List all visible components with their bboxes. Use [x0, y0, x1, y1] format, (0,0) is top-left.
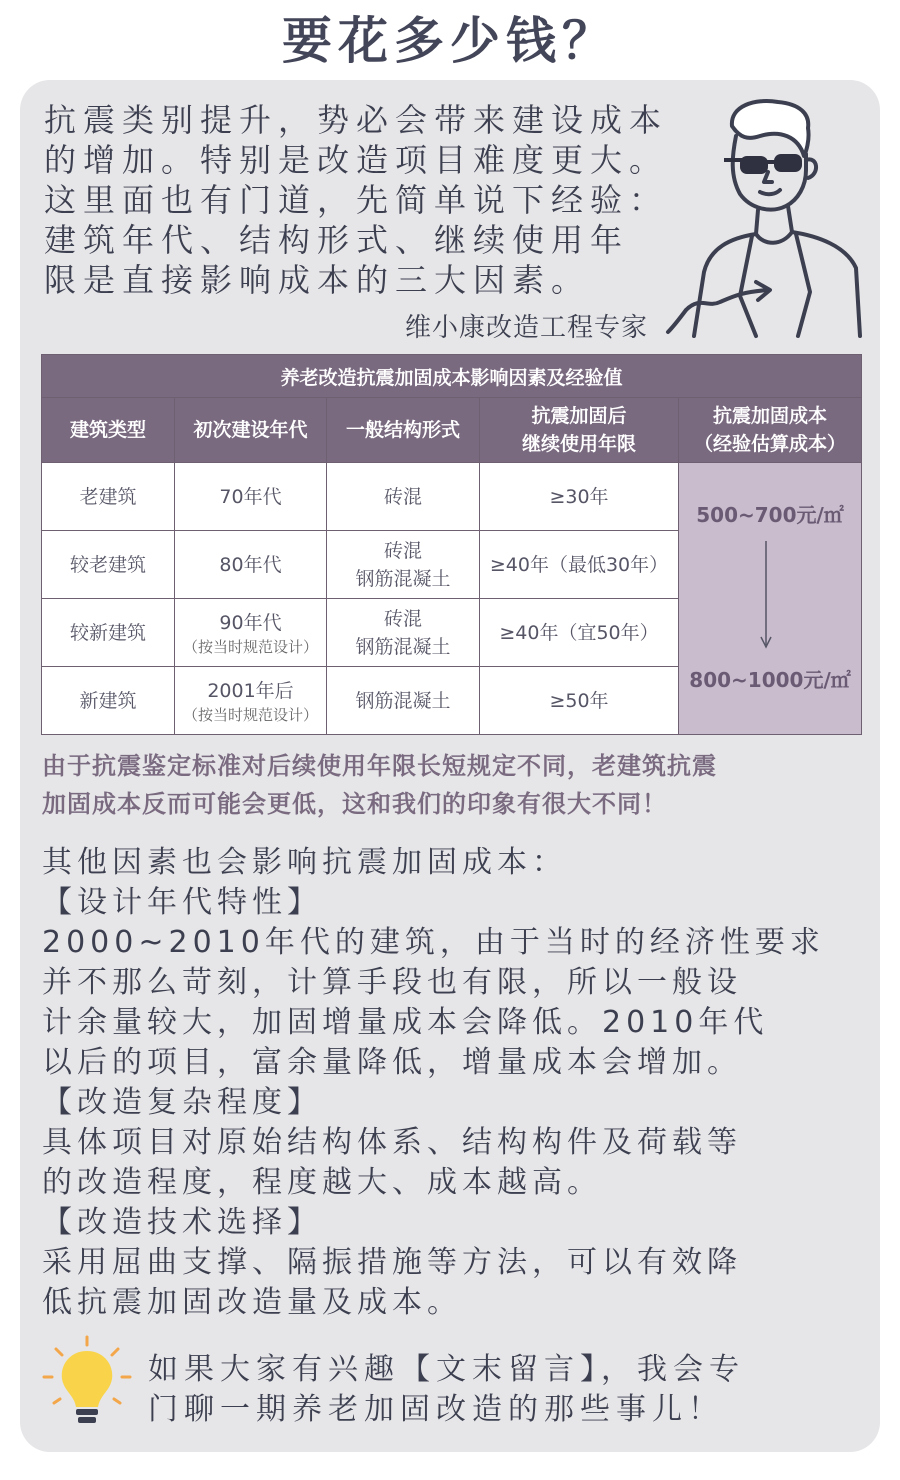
- header-build-year: 初次建设年代: [175, 398, 327, 463]
- page-title: 要花多少钱？: [282, 12, 618, 70]
- cell-year: [175, 531, 327, 599]
- header-building-type: 建筑类型: [42, 398, 175, 463]
- cell-year-note: （按当时规范设计）: [182, 637, 318, 656]
- factors-line: 以后的项目，富余量降低，增量成本会增加。: [42, 1045, 742, 1080]
- cell-year-text: 70年代: [219, 485, 282, 508]
- cell-year-text: 2001年后: [207, 679, 294, 702]
- cell-year: [175, 463, 327, 531]
- cell-life: ≥40年（最低30年）: [480, 531, 679, 599]
- factors-line: 采用屈曲支撑、隔振措施等方法，可以有效降: [42, 1245, 742, 1280]
- cell-type: 较新建筑: [42, 599, 175, 667]
- closing-line: 如果大家有兴趣【文末留言】，我会专: [148, 1352, 745, 1387]
- note-line: 由于抗震鉴定标准对后续使用年限长短规定不同，老建筑抗震: [42, 752, 717, 780]
- cell-structure: 钢筋混凝土: [327, 667, 480, 735]
- cell-cost-range: [679, 463, 862, 735]
- intro-line: 限是直接影响成本的三大因素。: [44, 261, 591, 299]
- cell-year: [175, 599, 327, 667]
- cell-type: 新建筑: [42, 667, 175, 735]
- cell-type: 老建筑: [42, 463, 175, 531]
- sunglasses-icon: [724, 154, 802, 174]
- intro-line: 的增加。特别是改造项目难度更大。: [44, 141, 669, 179]
- cell-structure: 砖混: [327, 463, 480, 531]
- cell-structure-line: 钢筋混凝土: [355, 567, 451, 590]
- header-service-life-line: 抗震加固后: [531, 405, 627, 427]
- cell-structure: [327, 531, 480, 599]
- cell-life: ≥30年: [480, 463, 679, 531]
- expert-illustration: [660, 96, 870, 341]
- cell-structure: [327, 599, 480, 667]
- cell-life: ≥50年: [480, 667, 679, 735]
- expert-signature: 维小康改造工程专家: [405, 313, 649, 343]
- header-service-life: [480, 398, 679, 463]
- header-structure: 一般结构形式: [327, 398, 480, 463]
- header-cost: [679, 398, 862, 463]
- factors-heading: 【设计年代特性】: [42, 885, 322, 920]
- other-factors: [42, 843, 872, 1323]
- cell-year-text: 80年代: [219, 553, 282, 576]
- cell-type: 较老建筑: [42, 531, 175, 599]
- factors-line: 其他因素也会影响抗震加固成本：: [42, 845, 567, 880]
- factors-line: 计余量较大，加固增量成本会降低。2010年代: [42, 1005, 769, 1040]
- closing-line: 门聊一期养老加固改造的那些事儿！: [148, 1392, 724, 1427]
- cell-year: [175, 667, 327, 735]
- factors-line: 的改造程度，程度越大、成本越高。: [42, 1165, 602, 1200]
- cost-table: [41, 354, 862, 735]
- factors-heading: 【改造复杂程度】: [42, 1085, 322, 1120]
- intro-text: [44, 100, 704, 300]
- highlight-note: [42, 747, 862, 823]
- cell-life: ≥40年（宜50年）: [480, 599, 679, 667]
- cost-high: 800~1000元/㎡: [689, 668, 851, 692]
- intro-line: 建筑年代、结构形式、继续使用年: [44, 221, 630, 259]
- down-arrow-icon: [759, 541, 773, 651]
- factors-line: 具体项目对原始结构体系、结构构件及荷载等: [42, 1125, 742, 1160]
- closing-text: [148, 1350, 868, 1430]
- intro-line: 抗震类别提升，势必会带来建设成本: [44, 101, 669, 139]
- header-cost-line: 抗震加固成本: [713, 405, 828, 427]
- factors-heading: 【改造技术选择】: [42, 1205, 322, 1240]
- header-cost-line: （经验估算成本）: [694, 433, 847, 455]
- table-row: [42, 463, 862, 531]
- cell-structure-line: 砖混: [383, 607, 422, 630]
- factors-line: 并不那么苛刻，计算手段也有限，所以一般设: [42, 965, 742, 1000]
- lightbulb-icon: [42, 1335, 132, 1430]
- table-caption: 养老改造抗震加固成本影响因素及经验值: [42, 355, 862, 398]
- intro-line: 这里面也有门道，先简单说下经验：: [44, 181, 669, 219]
- note-line: 加固成本反而可能会更低，这和我们的印象有很大不同！: [42, 790, 667, 818]
- cell-year-note: （按当时规范设计）: [182, 705, 318, 724]
- header-service-life-line: 继续使用年限: [521, 433, 636, 455]
- cell-structure-line: 砖混: [383, 539, 422, 562]
- cost-low: 500~700元/㎡: [696, 503, 844, 527]
- factors-line: 低抗震加固改造量及成本。: [42, 1285, 462, 1320]
- cell-structure-line: 钢筋混凝土: [355, 635, 451, 658]
- factors-line: 2000~2010年代的建筑，由于当时的经济性要求: [42, 925, 825, 960]
- cell-year-text: 90年代: [219, 611, 282, 634]
